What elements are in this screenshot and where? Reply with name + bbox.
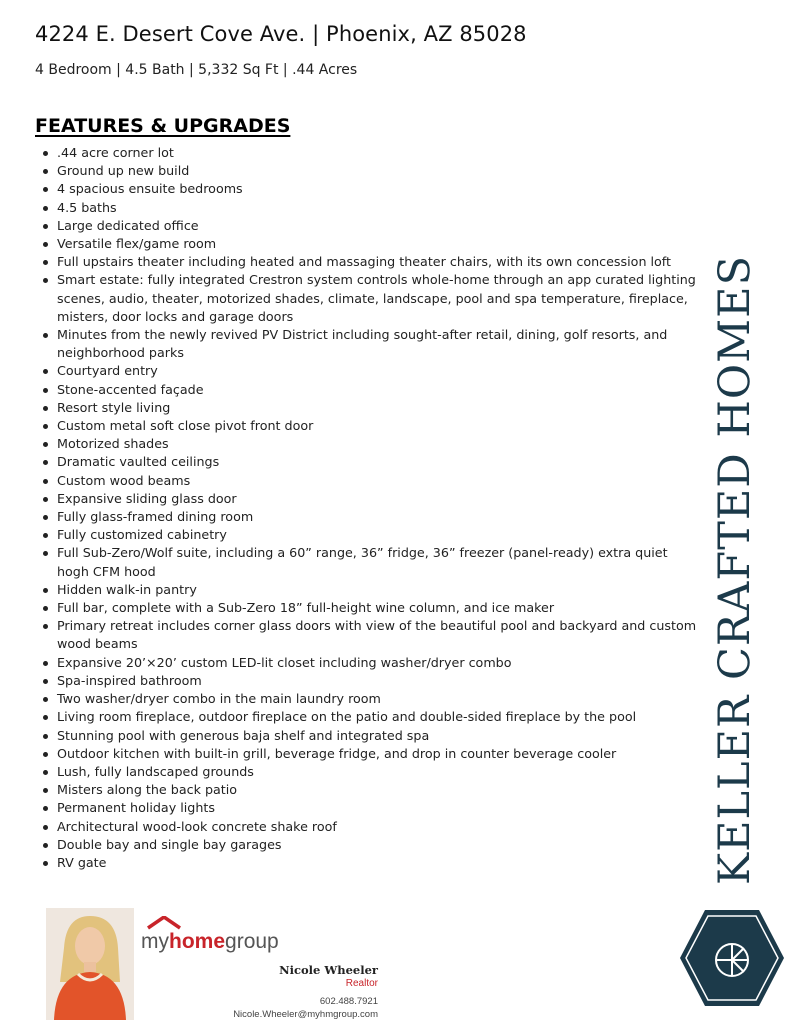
feature-item: Spa-inspired bathroom [57, 672, 697, 690]
feature-item: Primary retreat includes corner glass doors with view of the beautiful pool and backyard and custom wood beams [57, 617, 697, 653]
myhomegroup-logo [140, 916, 280, 958]
feature-item: Fully customized cabinetry [57, 526, 697, 544]
feature-item: 4.5 baths [57, 199, 697, 217]
feature-item: Fully glass-framed dining room [57, 508, 697, 526]
feature-item: Two washer/dryer combo in the main laundry room [57, 690, 697, 708]
feature-item: Living room fireplace, outdoor fireplace on the patio and double-sided fireplace by the pool [57, 708, 697, 726]
feature-item: Outdoor kitchen with built-in grill, beverage fridge, and drop in counter beverage cooler [57, 745, 697, 763]
feature-item: Motorized shades [57, 435, 697, 453]
feature-item: Architectural wood-look concrete shake roof [57, 818, 697, 836]
logo-group: group [225, 930, 279, 953]
agent-phone[interactable]: 602.488.7921 [319, 996, 378, 1007]
feature-item: 4 spacious ensuite bedrooms [57, 180, 697, 198]
agent-email[interactable]: Nicole.Wheeler@myhmgroup.com [233, 1009, 378, 1020]
logo-home: home [169, 930, 226, 953]
agent-photo [46, 908, 134, 1020]
feature-item: Versatile flex/game room [57, 235, 697, 253]
feature-item: Full upstairs theater including heated and massaging theater chairs, with its own concession loft [57, 253, 697, 271]
feature-item: Resort style living [57, 399, 697, 417]
feature-item: Dramatic vaulted ceilings [57, 453, 697, 471]
feature-item: Full Sub-Zero/Wolf suite, including a 60” range, 36” fridge, 36” freezer (panel-ready) extra quiet hogh CFM hood [57, 544, 697, 580]
feature-item: Custom wood beams [57, 472, 697, 490]
feature-item: Custom metal soft close pivot front door [57, 417, 697, 435]
feature-item: .44 acre corner lot [57, 144, 697, 162]
feature-item: Smart estate: fully integrated Crestron system controls whole-home through an app curated lighting scenes, audio, theater, motorized shades, climate, landscape, pool and spa temperature, fireplace, misters, door locks and garage doors [57, 271, 697, 326]
svg-text:myhomegroup [141, 930, 279, 953]
feature-item: Lush, fully landscaped grounds [57, 763, 697, 781]
feature-item: Double bay and single bay garages [57, 836, 697, 854]
feature-item: Full bar, complete with a Sub-Zero 18” full-height wine column, and ice maker [57, 599, 697, 617]
features-list [37, 144, 697, 872]
feature-item: Hidden walk-in pantry [57, 581, 697, 599]
agent-name: Nicole Wheeler [279, 963, 378, 977]
feature-item: Minutes from the newly revived PV District including sought-after retail, dining, golf resorts, and neighborhood parks [57, 326, 697, 362]
feature-item: Stunning pool with generous baja shelf and integrated spa [57, 727, 697, 745]
agent-title: Realtor [345, 978, 378, 989]
feature-item: RV gate [57, 854, 697, 872]
listing-address: 4224 E. Desert Cove Ave. | Phoenix, AZ 85028 [35, 22, 527, 46]
feature-item: Large dedicated office [57, 217, 697, 235]
feature-item: Courtyard entry [57, 362, 697, 380]
brand-vertical-wordmark: KELLER CRAFTED HOMES [710, 254, 760, 886]
logo-my: my [141, 930, 169, 953]
feature-item: Stone-accented façade [57, 381, 697, 399]
listing-specs: 4 Bedroom | 4.5 Bath | 5,332 Sq Ft | .44 Acres [35, 62, 358, 78]
feature-item: Expansive sliding glass door [57, 490, 697, 508]
features-heading: FEATURES & UPGRADES [35, 115, 291, 137]
feature-item: Expansive 20’×20’ custom LED-lit closet including washer/dryer combo [57, 654, 697, 672]
feature-item: Permanent holiday lights [57, 799, 697, 817]
feature-item: Misters along the back patio [57, 781, 697, 799]
feature-item: Ground up new build [57, 162, 697, 180]
keller-crafted-homes-hexagon-logo [678, 908, 786, 1008]
